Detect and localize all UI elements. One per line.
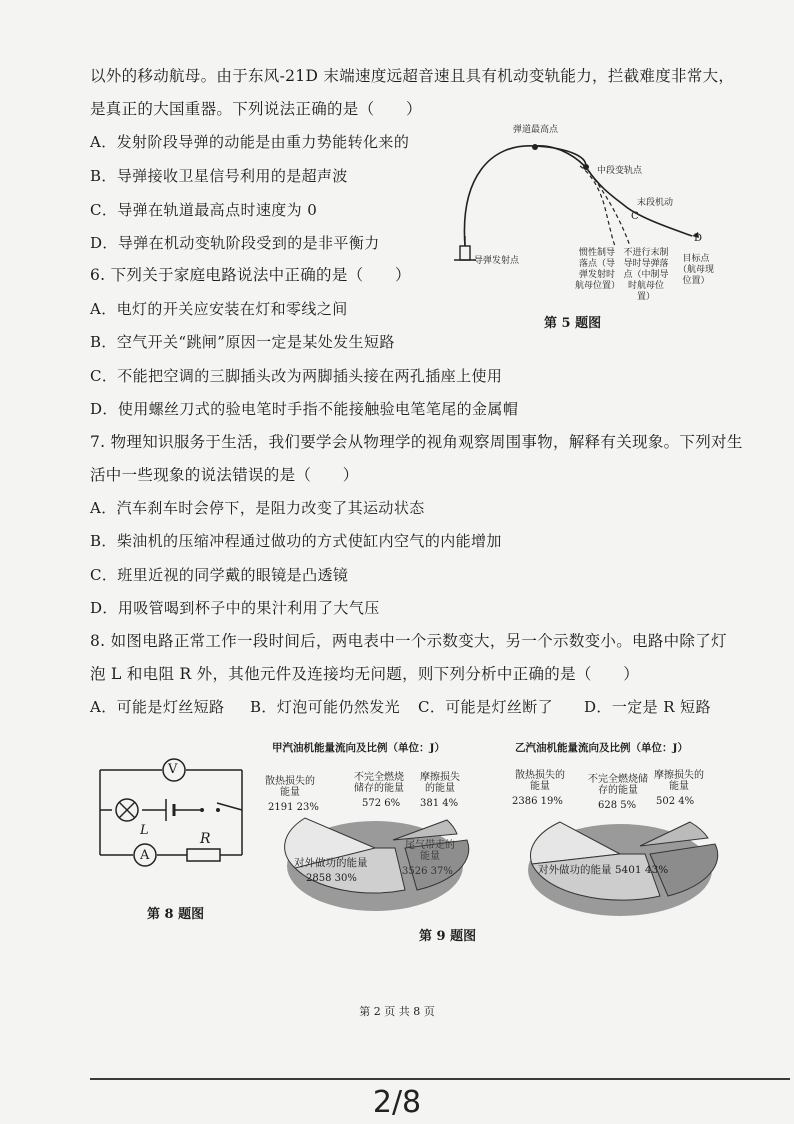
pie1-title: 甲汽油机能量流向及比例（单位：J） xyxy=(272,742,445,754)
pie1-value-heat: 2191 23% xyxy=(268,802,319,813)
fig5-note1: 惯性制导落点（导弹发射时航母位置） xyxy=(575,248,621,291)
pie1-label-exhaust: 尾气带走的能量 xyxy=(405,840,455,862)
q8-option-a: A．可能是灯丝短路 xyxy=(90,698,225,716)
q6-option-a: A．电灯的开关应安装在灯和零线之间 xyxy=(90,300,348,318)
q8-stem-line1: 8. 如图电路正常工作一段时间后，两电表中一个示数变大，另一个示数变小。电路中除了灯 xyxy=(90,632,727,650)
q8-option-b: B．灯泡可能仍然发光 xyxy=(250,698,401,716)
q5-option-c: C．导弹在轨道最高点时速度为 0 xyxy=(90,201,318,219)
fig5-note2: 不进行末制导时导弹落点（中制导时航母位置） xyxy=(623,248,669,302)
pie1-label-incomplete: 不完全燃烧储存的能量 xyxy=(354,772,404,794)
fig5-top-label: 弹道最高点 xyxy=(513,125,559,135)
q8-stem-line2: 泡 L 和电阻 R 外，其他元件及连接均无问题，则下列分析中正确的是（ ） xyxy=(90,665,640,683)
q7-option-d: D．用吸管喝到杯子中的果汁利用了大气压 xyxy=(90,599,380,617)
pie2-value-friction: 502 4% xyxy=(656,796,695,807)
q6-option-c: C．不能把空调的三脚插头改为两脚插头接在两孔插座上使用 xyxy=(90,367,503,385)
fig8-caption: 第 8 题图 xyxy=(147,907,205,922)
pie1-label-friction: 摩擦损失的能量 xyxy=(420,772,460,794)
fig5-launch-label: 导弹发射点 xyxy=(474,256,520,266)
trajectory-ascent-curve xyxy=(464,146,585,246)
fig5-target-label: 目标点（航母现位置） xyxy=(677,254,714,286)
fig5-d-letter: D xyxy=(694,233,703,244)
q7-option-b: B．柴油机的压缩冲程通过做功的方式使缸内空气的内能增加 xyxy=(90,532,502,550)
fig5-c-letter: C xyxy=(631,211,639,222)
switch-icon xyxy=(200,808,204,812)
launch-icon xyxy=(460,246,470,260)
pie1-label-heat: 散热损失的能量 xyxy=(265,776,315,798)
circuit-a-label: A xyxy=(140,848,150,863)
resistor-icon xyxy=(187,849,220,861)
bottom-divider xyxy=(90,1078,790,1080)
q5-stem-line1: 以外的移动航母。由于东风-21D 末端速度远超音速且具有机动变轨能力，拦截难度非常大， xyxy=(90,67,735,85)
q6-option-d: D．使用螺丝刀式的验电笔时手指不能接触验电笔笔尾的金属帽 xyxy=(90,400,519,418)
fig5-end-label: 末段机动 xyxy=(637,198,674,208)
pie2-title: 乙汽油机能量流向及比例（单位：J） xyxy=(515,742,688,754)
fig5-mid-label: 中段变轨点 xyxy=(597,166,643,176)
circuit-v-label: V xyxy=(168,762,178,777)
q7-stem-line1: 7. 物理知识服务于生活，我们要学会从物理学的视角观察周围事物，解释有关现象。下列对生 xyxy=(90,433,743,451)
pie2-label-work: 对外做功的能量 5401 43% xyxy=(538,864,669,876)
pie1-value-exhaust: 3526 37% xyxy=(402,866,453,877)
q6-option-b: B．空气开关“跳闸”原因一定是某处发生短路 xyxy=(90,333,395,351)
circuit-r-label: R xyxy=(200,831,211,847)
q8-option-d: D．一定是 R 短路 xyxy=(584,698,711,716)
pie1-value-incomplete: 572 6% xyxy=(362,798,401,809)
pie2-label-friction: 摩擦损失的能量 xyxy=(654,770,704,792)
q7-option-c: C．班里近视的同学戴的眼镜是凸透镜 xyxy=(90,566,349,584)
pie1-value-friction: 381 4% xyxy=(420,798,459,809)
circuit-l-label: L xyxy=(140,823,149,838)
fig5-caption: 第 5 题图 xyxy=(544,316,602,331)
pie1-value-work: 2858 30% xyxy=(306,873,357,884)
q7-option-a: A．汽车刹车时会停下，是阻力改变了其运动状态 xyxy=(90,499,425,517)
q6-stem: 6. 下列关于家庭电路说法中正确的是（ ） xyxy=(90,266,411,284)
q5-option-a: A．发射阶段导弹的动能是由重力势能转化来的 xyxy=(90,133,410,151)
pie2-value-incomplete: 628 5% xyxy=(598,800,637,811)
pie2-label-incomplete: 不完全燃烧储存的能量 xyxy=(588,774,648,796)
page-footer: 第 2 页 共 8 页 xyxy=(359,1005,435,1018)
page-indicator: 2/8 xyxy=(372,1085,422,1120)
pie2-value-heat: 2386 19% xyxy=(512,796,563,807)
q8-option-c: C．可能是灯丝断了 xyxy=(418,698,554,716)
q7-stem-line2: 活中一些现象的说法错误的是（ ） xyxy=(90,466,359,484)
q5-option-b: B．导弹接收卫星信号利用的是超声波 xyxy=(90,167,348,185)
fig9-caption: 第 9 题图 xyxy=(419,929,477,944)
q5-stem-line2: 是真正的大国重器。下列说法正确的是（ ） xyxy=(90,100,422,118)
q5-option-d: D．导弹在机动变轨阶段受到的是非平衡力 xyxy=(90,234,380,252)
pie2-label-heat: 散热损失的能量 xyxy=(515,770,565,792)
pie1-label-work: 对外做功的能量 xyxy=(294,857,368,869)
